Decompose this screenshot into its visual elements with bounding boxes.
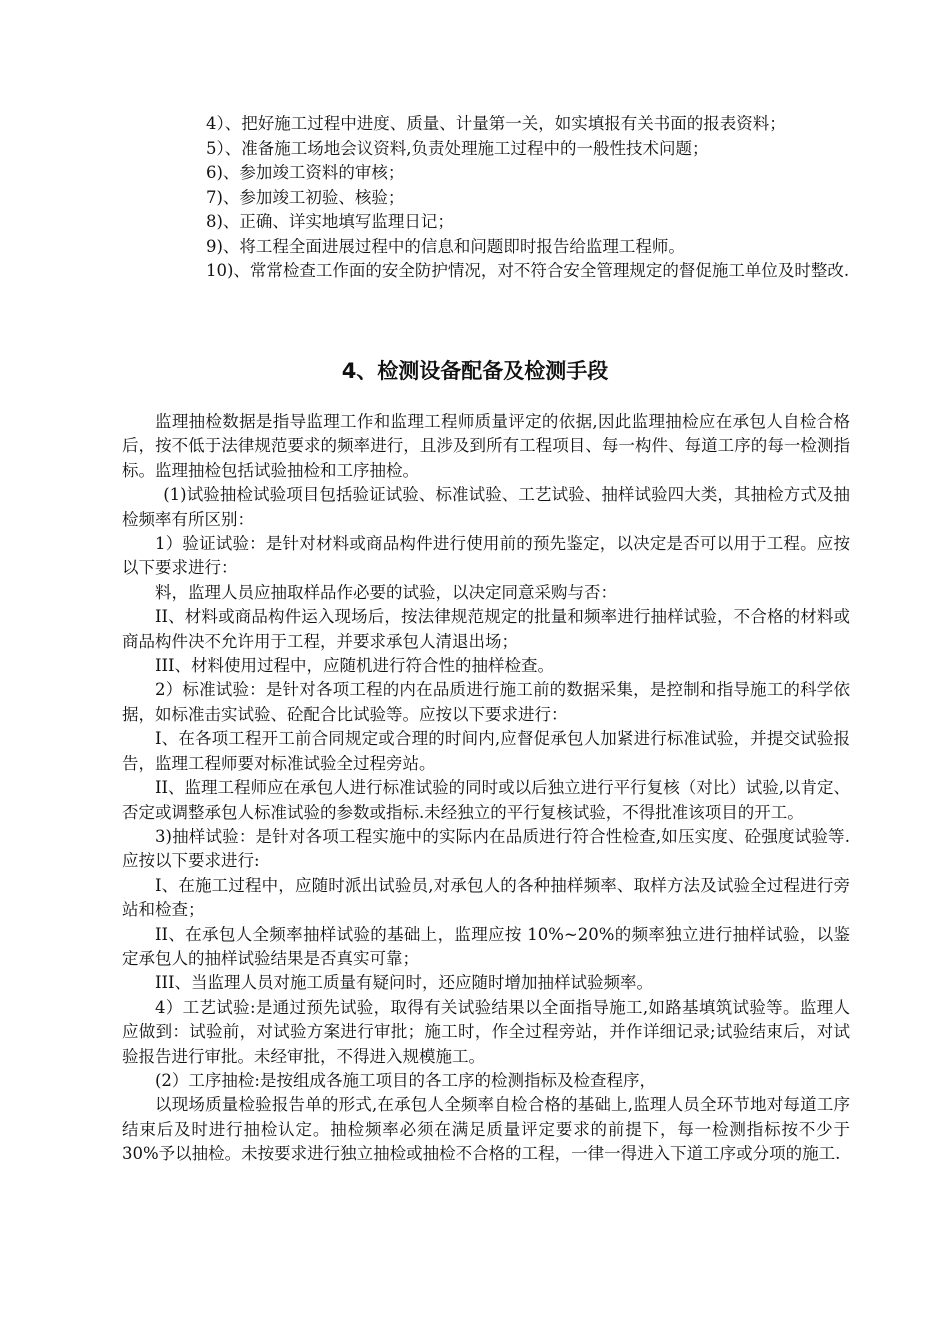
list-item: 7)、参加竣工初验、核验； (206, 187, 405, 207)
paragraph: 2）标准试验：是针对各项工程的内在品质进行施工前的数据采集，是控制和指导施工的科学依据，如标准击实试验、砼配合比试验等。应按以下要求进行： (122, 680, 850, 724)
paragraph: I、在施工过程中，应随时派出试验员,对承包人的各种抽样频率、取样方法及试验全过程进行旁站和检查； (122, 875, 850, 920)
paragraph: 4）工艺试验:是通过预先试验，取得有关试验结果以全面指导施工,如路基填筑试验等。监理人应做到：试验前，对试验方案进行审批；施工时，作全过程旁站，并作详细记录;试验结束后，对试验报告进行审批。未经审批，不得进入规模施工。 (122, 997, 850, 1066)
list-item: 8)、正确、详实地填写监理日记； (206, 212, 454, 231)
list-item: 5）、准备施工场地会议资料,负责处理施工过程中的一般性技术问题； (206, 138, 709, 158)
duty-list (206, 112, 858, 284)
list-item: 9)、将工程全面进展过程中的信息和问题即时报告给监理工程师。 (206, 236, 685, 256)
paragraph: 3)抽样试验：是针对各项工程实施中的实际内在品质进行符合性检查,如压实度、砼强度试验等.应按以下要求进行: (122, 826, 850, 871)
paragraph: III、当监理人员对施工质量有疑问时，还应随时增加抽样试验频率。 (155, 973, 654, 993)
paragraph: II、在承包人全频率抽样试验的基础上，监理应按 10%~20%的频率独立进行抽样试验，以鉴定承包人的抽样试验结果是否真实可靠； (122, 924, 850, 968)
paragraph: 1）验证试验：是针对材料或商品构件进行使用前的预先鉴定，以决定是否可以用于工程。应按以下要求进行： (122, 534, 850, 578)
paragraph: (2）工序抽检:是按组成各施工项目的各工序的检测指标及检查程序， (155, 1070, 656, 1090)
paragraph: III、材料使用过程中，应随机进行符合性的抽样检查。 (155, 656, 555, 676)
paragraph: 监理抽检数据是指导监理工作和监理工程师质量评定的依据,因此监理抽检应在承包人自检合格后，按不低于法律规范要求的频率进行，且涉及到所有工程项目、每一构件、每道工序的每一检测指标。监理抽检包括试验抽检和工序抽检。 (122, 412, 850, 480)
paragraph: I、在各项工程开工前合同规定或合理的时间内,应督促承包人加紧进行标准试验，并提交试验报告，监理工程师要对标准试验全过程旁站。 (122, 729, 850, 773)
section-heading: 4、检测设备配备及检测手段 (341, 359, 609, 383)
section-body (122, 410, 850, 1167)
list-item: 6)、参加竣工资料的审核； (206, 163, 405, 182)
paragraph: 料，监理人员应抽取样品作必要的试验，以决定同意采购与否： (155, 582, 617, 602)
paragraph: 以现场质量检验报告单的形式,在承包人全频率自检合格的基础上,监理人员全环节地对每道工序结束后及时进行抽检认定。抽检频率必须在满足质量评定要求的前提下，每一检测指标按不少于 30%予以抽检。未按要求进行独立抽检或抽检不合格的工程，一律一得进入下道工序或分项的施工. (122, 1095, 850, 1164)
paragraph: II、材料或商品构件运入现场后，按法律规范规定的批量和频率进行抽样试验，不合格的材料或商品构件决不允许用于工程，并要求承包人清退出场； (122, 607, 850, 651)
paragraph: II、监理工程师应在承包人进行标准试验的同时或以后独立进行平行复核（对比）试验,以肯定、否定或调整承包人标准试验的参数或指标.未经独立的平行复核试验，不得批准该项目的开工。 (122, 778, 850, 822)
list-item: 10)、常常检查工作面的安全防护情况，对不符合安全管理规定的督促施工单位及时整改. (206, 261, 850, 280)
paragraph: (1)试验抽检试验项目包括验证试验、标准试验、工艺试验、抽样试验四大类，其抽检方式及抽检频率有所区别： (122, 485, 850, 529)
list-item: 4）、把好施工过程中进度、质量、计量第一关，如实填报有关书面的报表资料； (206, 114, 786, 133)
